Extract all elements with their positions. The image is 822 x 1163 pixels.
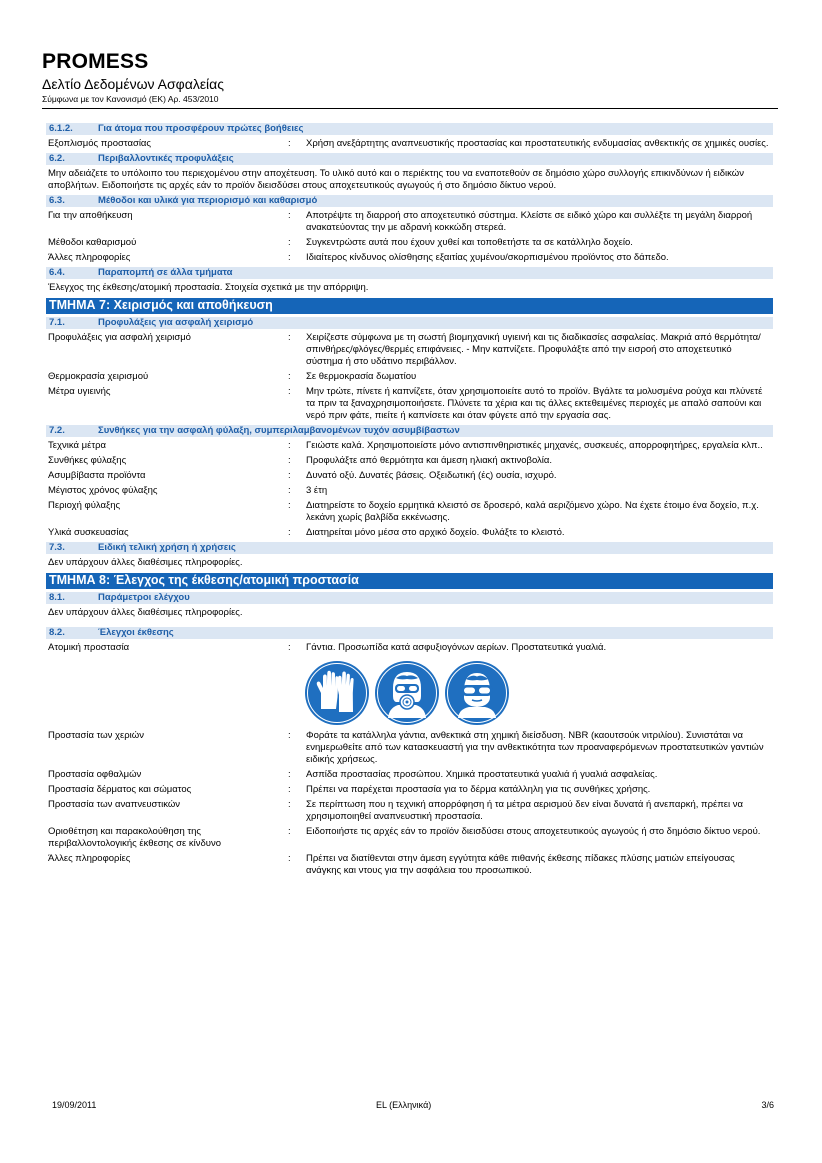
data-row — [46, 138, 773, 150]
data-row — [46, 826, 773, 850]
row-label: Προστασία οφθαλμών — [48, 769, 142, 780]
row-value: Πρέπει να παρέχεται προστασία για το δέρμα κατάλληλη για τις συνθήκες χρήσης. — [306, 784, 651, 795]
row-label: Προστασία των αναπνευστικών — [48, 799, 181, 810]
row-label: Άλλες πληροφορίες — [48, 252, 131, 263]
section-8-header — [46, 573, 773, 589]
section-title: ΤΜΗΜΑ 7: Χειρισμός και αποθήκευση — [49, 298, 273, 312]
subsection-title: Συνθήκες για την ασφαλή φύλαξη, συμπεριλαμβανομένων τυχόν ασυμβίβαστων — [98, 425, 460, 436]
row-colon: : — [288, 769, 291, 780]
subsection-title: Παραπομπή σε άλλα τμήματα — [98, 267, 233, 278]
row-label: Προφυλάξεις για ασφαλή χειρισμό — [48, 332, 191, 343]
subsection-8-2-header — [46, 627, 773, 639]
subsection-number: 6.2. — [49, 153, 65, 164]
row-value: 3 έτη — [306, 485, 328, 496]
subsection-title: Έλεγχοι έκθεσης — [98, 627, 174, 638]
footer-date: 19/09/2011 — [52, 1100, 97, 1110]
row-value: Ειδοποιήστε τις αρχές εάν το προϊόν διεισδύσει στους αποχετευτικούς αγωγούς ή στο δημόσιο δίκτυο νερού. — [306, 826, 761, 837]
data-row — [46, 784, 773, 796]
data-row — [46, 252, 773, 264]
row-value: Συγκεντρώστε αυτά που έχουν χυθεί και τοποθετήστε τα σε κατάλληλο δοχείο. — [306, 237, 633, 248]
data-row — [46, 332, 773, 368]
data-row — [46, 237, 773, 249]
subsection-title: Για άτομα που προσφέρουν πρώτες βοήθειες — [98, 123, 304, 134]
footer-language: EL (Ελληνικά) — [376, 1100, 432, 1110]
document-body — [46, 120, 773, 877]
row-colon: : — [288, 371, 291, 382]
row-label: Ασυμβίβαστα προϊόντα — [48, 470, 146, 481]
gas-mask-icon — [374, 660, 440, 726]
subsection-8-1-header — [46, 592, 773, 604]
paragraph: Έλεγχος της έκθεσης/ατομική προστασία. Στοιχεία σχετικά με την απόρριψη. — [48, 282, 369, 293]
row-value: Γάντια. Προσωπίδα κατά ασφυξιογόνων αερίων. Προστατευτικά γυαλιά. — [306, 642, 607, 653]
row-value: Προφυλάξτε από θερμότητα και άμεση ηλιακή ακτινοβολία. — [306, 455, 553, 466]
subsection-6-3-header — [46, 195, 773, 207]
data-row — [46, 527, 773, 539]
data-row — [46, 853, 773, 877]
data-row — [46, 371, 773, 383]
row-label: Θερμοκρασία χειρισμού — [48, 371, 149, 382]
subsection-title: Παράμετροι ελέγχου — [98, 592, 190, 603]
row-value: Σε περίπτωση που η τεχνική απορρόφηση ή τα μέτρα αερισμού δεν είναι δυνατά ή ανεπαρκή, πρέπει να χρησιμοποιηθεί αναπνευστική προστασία. — [306, 799, 744, 822]
row-label: Ατομική προστασία — [48, 642, 130, 653]
data-row — [46, 485, 773, 497]
row-colon: : — [288, 210, 291, 221]
data-row — [46, 455, 773, 467]
row-value: Ιδιαίτερος κίνδυνος ολίσθησης εξαιτίας χυμένου/σκορπισμένου προϊόντος στο δάπεδο. — [306, 252, 669, 263]
row-label: Υλικά συσκευασίας — [48, 527, 129, 538]
footer-page-number: 3/6 — [761, 1100, 774, 1110]
row-value: Γειώστε καλά. Χρησιμοποιείστε μόνο αντισπινθηριστικές μηχανές, συσκευές, απορροφητήρες, εργαλεία κλπ.. — [306, 440, 763, 451]
row-label: Μέτρα υγιεινής — [48, 386, 111, 397]
subsection-number: 6.4. — [49, 267, 65, 278]
data-row — [46, 386, 773, 422]
row-colon: : — [288, 252, 291, 263]
row-value: Χειρίζεστε σύμφωνα με τη σωστή βιομηχανική υγιεινή και τις διαδικασίες ασφαλείας. Μακριά από θερμότητα/σπινθήρες/φλόγες/θερμές επιφάνειες. - Μην καπνίζετε. Προφυλάξτε από την εισροή στο αποχετευτικό σύστημα ή στο υδάτινο περιβάλλον. — [306, 332, 761, 367]
subsection-number: 7.3. — [49, 542, 65, 553]
row-colon: : — [288, 332, 291, 343]
row-value: Χρήση ανεξάρτητης αναπνευστικής προστασίας και προστατευτικής ενδυμασίας ανθεκτικής σε χημικές ουσίες. — [306, 138, 769, 149]
header-divider — [42, 108, 778, 109]
row-colon: : — [288, 642, 291, 653]
row-value: Ασπίδα προστασίας προσώπου. Χημικά προστατευτικά γυαλιά ή γυαλιά ασφαλείας. — [306, 769, 658, 780]
safety-goggles-icon — [444, 660, 510, 726]
data-row — [46, 730, 773, 766]
section-7-header — [46, 298, 773, 314]
row-value: Αποτρέψτε τη διαρροή στο αποχετευτικό σύστημα. Κλείστε σε ειδικό χώρο και συλλέξτε τη μεγάλη διαρροή ανακατεύοντας την με αδρανή κοκκώδη στερεά. — [306, 210, 753, 233]
row-colon: : — [288, 440, 291, 451]
paragraph: Δεν υπάρχουν άλλες διαθέσιμες πληροφορίες. — [48, 607, 243, 618]
row-value: Πρέπει να διατίθενται στην άμεση εγγύτητα κάθε πιθανής έκθεσης πίδακες πλύσης ματιών επείγουσας ανάγκης και ντους για την ασφάλεια του προσωπικού. — [306, 853, 735, 876]
row-colon: : — [288, 853, 291, 864]
paragraph: Δεν υπάρχουν άλλες διαθέσιμες πληροφορίες. — [48, 557, 243, 568]
data-row — [46, 642, 773, 654]
subsection-title: Προφυλάξεις για ασφαλή χειρισμό — [98, 317, 254, 328]
row-colon: : — [288, 470, 291, 481]
row-value: Διατηρείται μόνο μέσα στο αρχικό δοχείο. Φυλάξτε το κλειστό. — [306, 527, 565, 538]
subsection-number: 8.1. — [49, 592, 65, 603]
data-row — [46, 440, 773, 452]
regulation-reference: Σύμφωνα με τον Κανονισμό (ΕΚ) Αρ. 453/2010 — [42, 94, 219, 104]
row-label: Για την αποθήκευση — [48, 210, 133, 221]
row-label: Συνθήκες φύλαξης — [48, 455, 127, 466]
row-colon: : — [288, 527, 291, 538]
row-colon: : — [288, 485, 291, 496]
data-row — [46, 799, 773, 823]
subsection-number: 6.1.2. — [49, 123, 73, 134]
row-value: Φοράτε τα κατάλληλα γάντια, ανθεκτικά στη χημική διείσδυση. NBR (καουτσούκ νιτριλίου). Συνιστάται να ενημερωθείτε από των κατασκευαστή για την ανθεκτικότητα των προαναφερόμενων προστατευτικών γαντιών ειδικής χρήσεως. — [306, 730, 764, 765]
section-title: ΤΜΗΜΑ 8: Έλεγχος της έκθεσης/ατομική προστασία — [49, 573, 359, 587]
subsection-number: 7.2. — [49, 425, 65, 436]
row-colon: : — [288, 730, 291, 741]
subsection-6-4-header — [46, 267, 773, 279]
subsection-7-2-header — [46, 425, 773, 437]
company-name: PROMESS — [42, 50, 149, 73]
row-value: Δυνατό οξύ. Δυνατές βάσεις. Οξειδωτική (ές) ουσία, ισχυρό. — [306, 470, 557, 481]
row-label: Προστασία των χεριών — [48, 730, 144, 741]
subsection-title: Περιβαλλοντικές προφυλάξεις — [98, 153, 234, 164]
subsection-title: Μέθοδοι και υλικά για περιορισμό και καθαρισμό — [98, 195, 318, 206]
subsection-7-1-header — [46, 317, 773, 329]
gloves-icon — [304, 660, 370, 726]
subsection-6-1-2-header — [46, 123, 773, 135]
row-colon: : — [288, 455, 291, 466]
row-label: Οριοθέτηση και παρακολούθηση της περιβαλλοντολογικής έκθεσης σε κίνδυνο — [48, 826, 221, 849]
row-label: Προστασία δέρματος και σώματος — [48, 784, 192, 795]
data-row — [46, 210, 773, 234]
row-label: Άλλες πληροφορίες — [48, 853, 131, 864]
row-label: Μέθοδοι καθαρισμού — [48, 237, 137, 248]
row-label: Εξοπλισμός προστασίας — [48, 138, 151, 149]
subsection-6-2-header — [46, 153, 773, 165]
subsection-title: Ειδική τελική χρήση ή χρήσεις — [98, 542, 236, 553]
subsection-number: 8.2. — [49, 627, 65, 638]
paragraph: Μην αδειάζετε το υπόλοιπο του περιεχομένου στην αποχέτευση. Το υλικό αυτό και ο περιέκτης του να εναποτεθούν σε δημόσιο χώρο συλλογής επικινδύνων ή ειδικών αποβλήτων. Ειδοποιήστε τις αρχές εάν το προϊόν διεισδύσει στους αποχετευτικούς αγωγούς ή στο δημόσιο δίκτυο νερού. — [48, 168, 744, 191]
row-colon: : — [288, 799, 291, 810]
row-colon: : — [288, 500, 291, 511]
row-value: Διατηρείστε το δοχείο ερμητικά κλειστό σε δροσερό, καλά αεριζόμενο χώρο. Να έχετε έτοιμο ένα δοχείο, π.χ. λεκάνη χωρίς βαλβίδα εκκένωσης. — [306, 500, 759, 523]
row-colon: : — [288, 784, 291, 795]
row-label: Περιοχή φύλαξης — [48, 500, 121, 511]
row-value: Μην τρώτε, πίνετε ή καπνίζετε, όταν χρησιμοποιείτε αυτό το προϊόν. Βγάλτε τα μολυσμένα ρούχα και πλύνετέ τα πριν τα ξαναχρησιμοποιήσετε. Πλύνετε τα χέρια και τις άλλες εκτεθειμένες περιοχές με απαλό σαπούνι και νερό πριν φάτε, πιείτε ή καπνίσετε και όταν φύγετε από την εργασία σας. — [306, 386, 763, 421]
row-colon: : — [288, 386, 291, 397]
data-row — [46, 470, 773, 482]
document-title: Δελτίο Δεδομένων Ασφαλείας — [42, 76, 225, 92]
data-row — [46, 769, 773, 781]
row-colon: : — [288, 237, 291, 248]
subsection-number: 6.3. — [49, 195, 65, 206]
ppe-pictograms — [304, 660, 773, 726]
row-label: Μέγιστος χρόνος φύλαξης — [48, 485, 158, 496]
row-value: Σε θερμοκρασία δωματίου — [306, 371, 417, 382]
row-colon: : — [288, 826, 291, 837]
subsection-number: 7.1. — [49, 317, 65, 328]
row-colon: : — [288, 138, 291, 149]
data-row — [46, 500, 773, 524]
subsection-7-3-header — [46, 542, 773, 554]
row-label: Τεχνικά μέτρα — [48, 440, 106, 451]
